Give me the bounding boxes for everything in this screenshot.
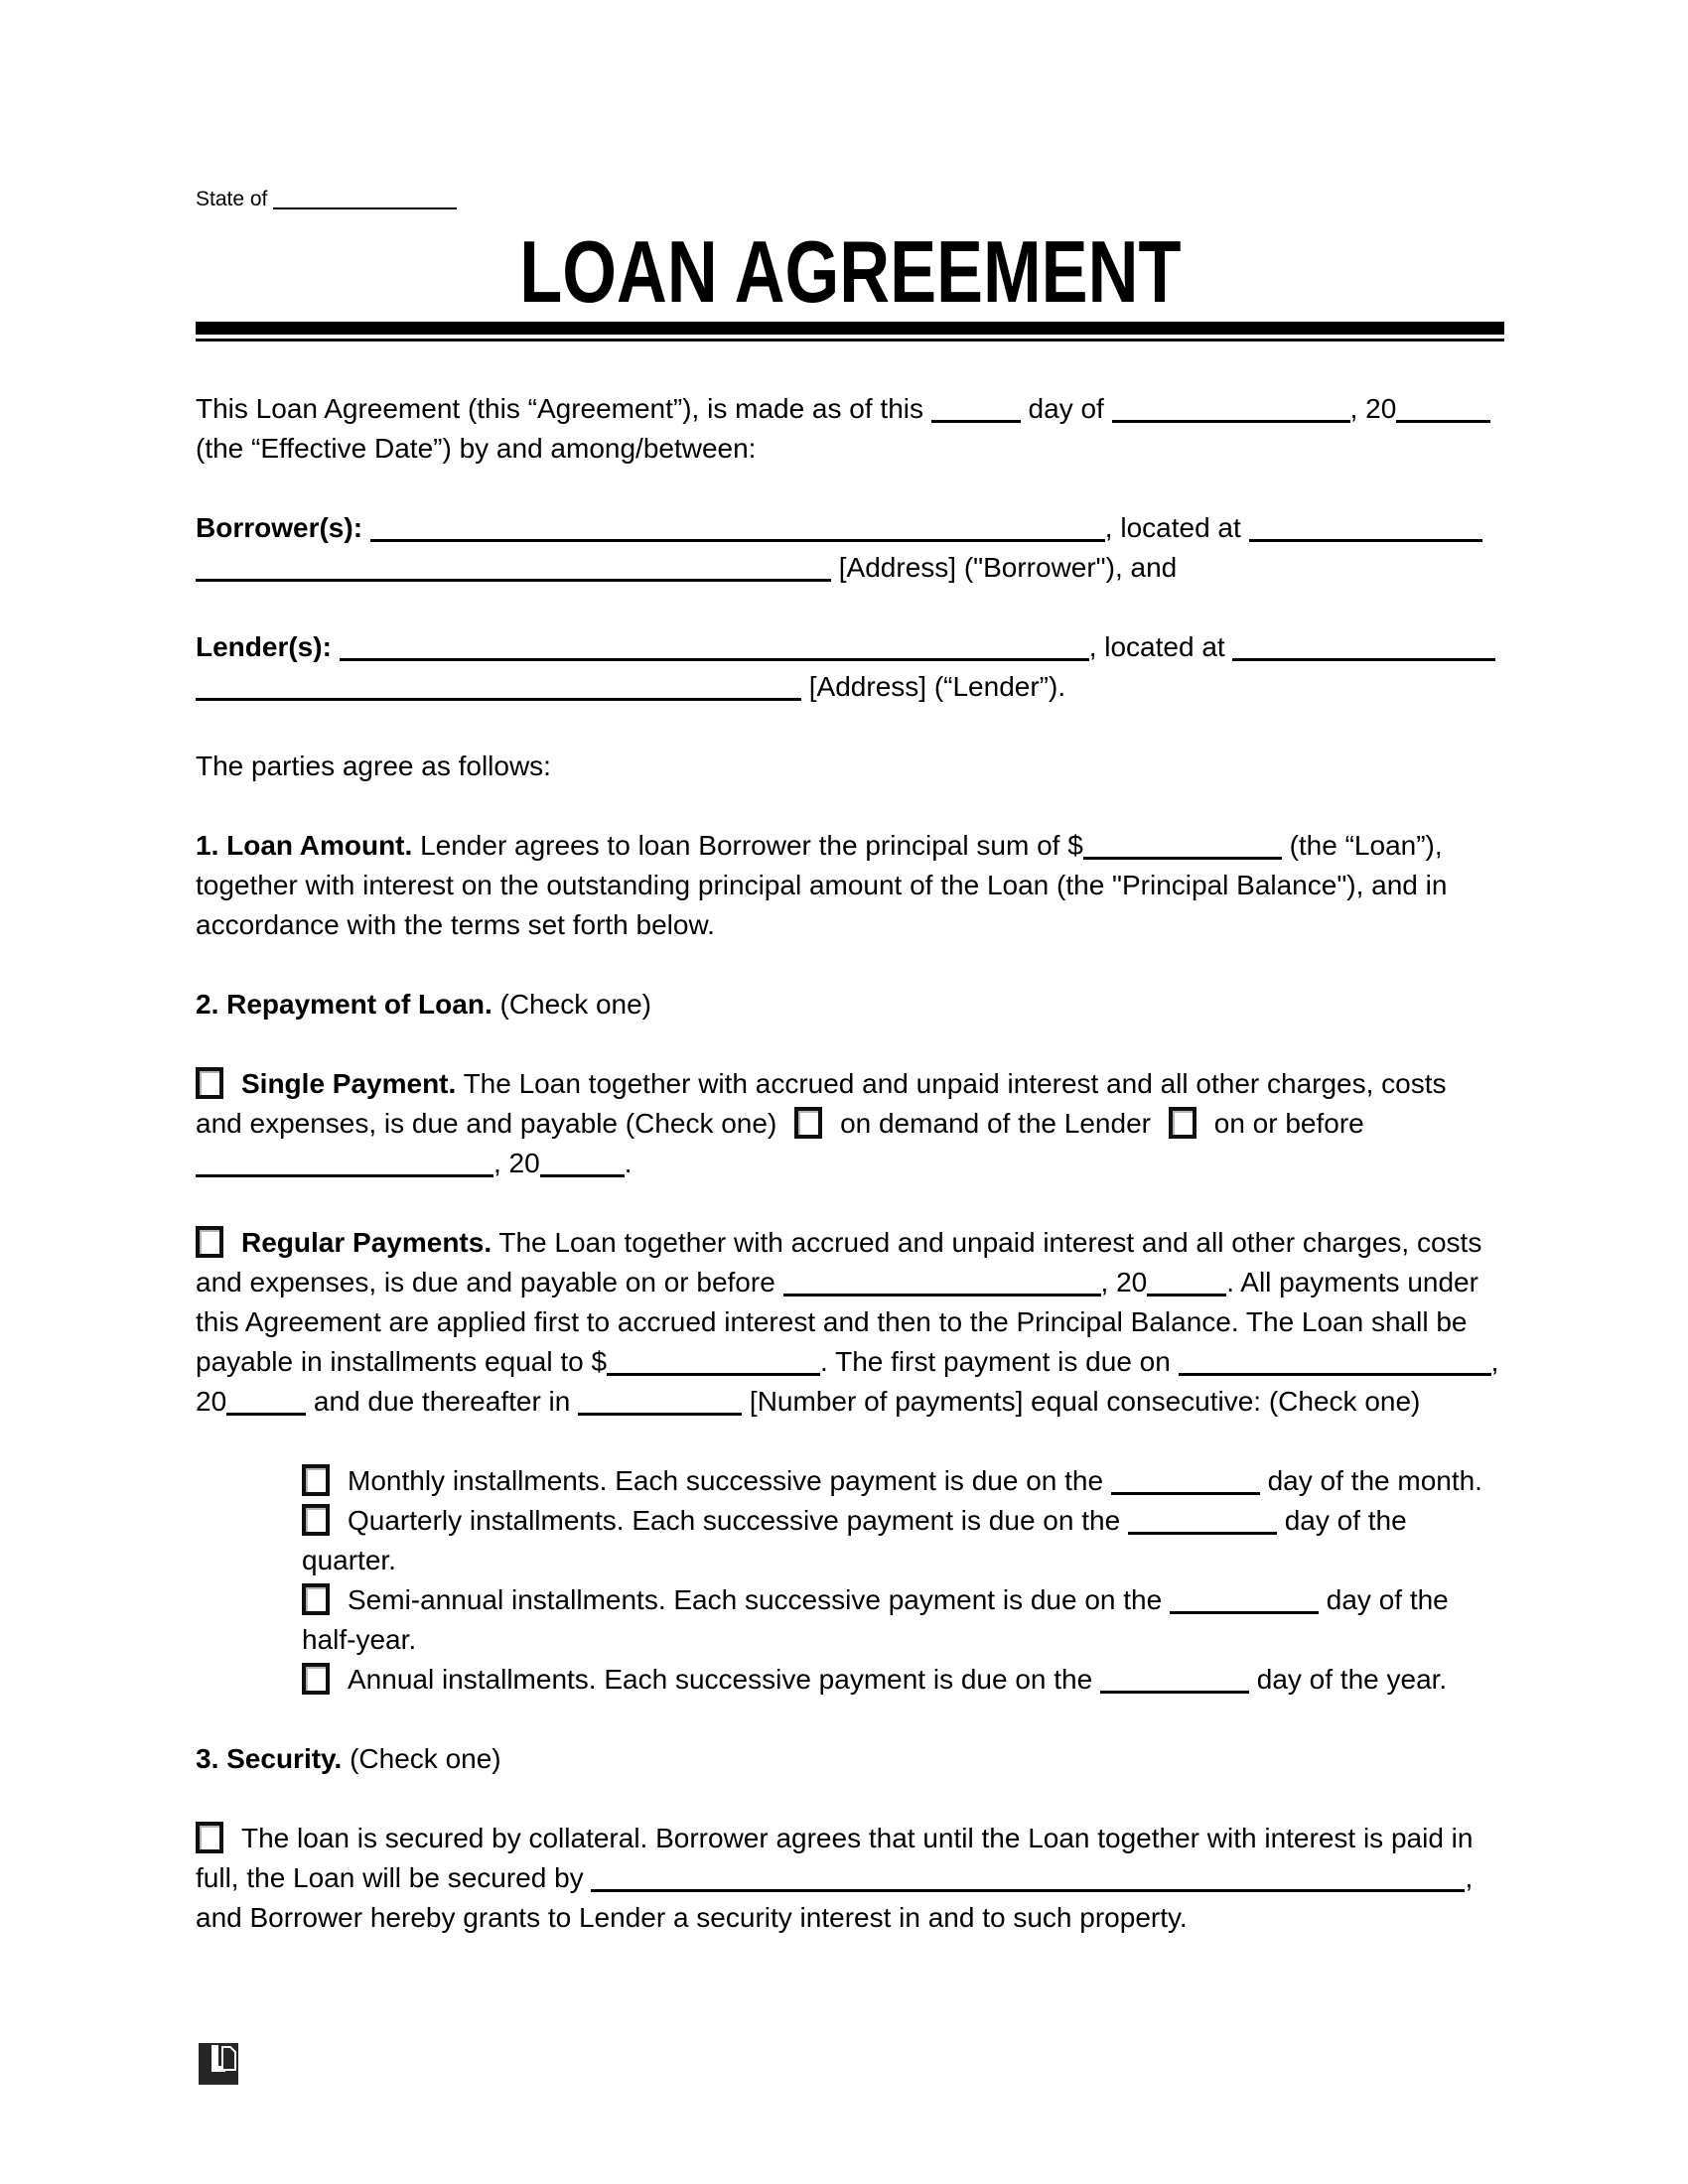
- borrower-clause: [196, 508, 1504, 588]
- text-run: full, the Loan will be secured by: [196, 1862, 592, 1893]
- text-run: on or before: [1213, 1108, 1364, 1139]
- text-run: 20: [196, 1386, 227, 1417]
- text-run: on demand of the Lender: [840, 1108, 1159, 1139]
- checkbox[interactable]: [196, 1226, 223, 1258]
- security-clause: [196, 1819, 1504, 1938]
- legal-templates-logo: [199, 2043, 238, 2085]
- blank-field[interactable]: [1100, 1683, 1249, 1694]
- text-line: [196, 548, 1504, 588]
- intro-paragraph: [196, 389, 1504, 469]
- section-3-heading: [196, 1739, 1504, 1779]
- checkbox[interactable]: [302, 1663, 330, 1695]
- blank-field[interactable]: [578, 1405, 742, 1416]
- text-line: [196, 1898, 1504, 1938]
- text-run: Semi-annual installments. Each successive payment is due on the: [348, 1584, 1170, 1615]
- blank-field[interactable]: [1111, 1484, 1260, 1495]
- text-run: accordance with the terms set forth below.: [196, 909, 715, 940]
- text-line: [196, 1819, 1504, 1858]
- installment-options: [302, 1461, 1504, 1700]
- text-run: and Borrower hereby grants to Lender a security interest in and to such property.: [196, 1902, 1188, 1933]
- text-run: together with interest on the outstanding principal amount of the Loan (the "Principal Balance"), and in: [196, 870, 1448, 900]
- text-run: ,: [1490, 1346, 1499, 1377]
- blank-field[interactable]: [1128, 1524, 1277, 1535]
- text-line: [196, 1302, 1504, 1342]
- single-payment-option: [196, 1064, 1504, 1183]
- text-line: [196, 826, 1504, 866]
- section-2-heading: [196, 985, 1504, 1024]
- text-run: payable in installments equal to $: [196, 1346, 608, 1377]
- text-line: [196, 508, 1504, 548]
- text-run: and expenses, is due and payable (Check one): [196, 1108, 785, 1139]
- blank-field[interactable]: [607, 1365, 820, 1376]
- text-line: [196, 747, 1504, 786]
- text-run: [Address] ("Borrower"), and: [831, 552, 1178, 583]
- text-run: ,: [1465, 1862, 1474, 1893]
- checkbox[interactable]: [196, 1822, 223, 1853]
- text-line: [302, 1580, 1504, 1620]
- blank-field[interactable]: [591, 1881, 1465, 1892]
- text-run: . The first payment is due on: [820, 1346, 1179, 1377]
- text-run: (Check one): [342, 1743, 501, 1774]
- text-run: (the “Loan”),: [1281, 830, 1443, 861]
- document-title: LOAN AGREEMENT: [518, 222, 1182, 321]
- text-run: half-year.: [302, 1624, 417, 1655]
- label-bold: Borrower(s):: [196, 512, 370, 543]
- parties-agree-line: [196, 747, 1504, 786]
- text-run: The Loan together with accrued and unpaid interest and all other charges, costs: [456, 1068, 1447, 1099]
- blank-field[interactable]: [340, 650, 1089, 661]
- state-blank-field[interactable]: [273, 200, 457, 209]
- text-line: [196, 1144, 1504, 1183]
- blank-field[interactable]: [931, 412, 1021, 423]
- text-run: [Number of payments] equal consecutive: (Check one): [742, 1386, 1421, 1417]
- label-bold: 2. Repayment of Loan.: [196, 989, 492, 1020]
- blank-field[interactable]: [1147, 1286, 1226, 1297]
- blank-field[interactable]: [783, 1286, 1101, 1297]
- text-line: [196, 1858, 1504, 1898]
- blank-field[interactable]: [370, 531, 1105, 542]
- label-bold: 3. Security.: [196, 1743, 343, 1774]
- text-line: [302, 1620, 1504, 1660]
- text-line: [302, 1541, 1504, 1580]
- text-run: , located at: [1104, 512, 1249, 543]
- text-line: [196, 1342, 1504, 1382]
- text-run: .: [624, 1148, 633, 1178]
- text-line: [302, 1501, 1504, 1541]
- text-line: [196, 667, 1504, 707]
- blank-field[interactable]: [1170, 1603, 1319, 1614]
- state-of-line: [196, 185, 1504, 214]
- label-bold: Lender(s):: [196, 631, 340, 662]
- checkbox[interactable]: [302, 1504, 330, 1536]
- text-run: and due thereafter in: [306, 1386, 579, 1417]
- label-bold: Regular Payments.: [241, 1227, 492, 1258]
- checkbox[interactable]: [794, 1107, 822, 1139]
- blank-field[interactable]: [196, 571, 831, 582]
- text-line: [196, 1104, 1504, 1144]
- text-run: day of: [1020, 393, 1112, 424]
- text-line: [196, 1263, 1504, 1302]
- text-run: . All payments under: [1226, 1267, 1478, 1297]
- text-line: [196, 866, 1504, 905]
- text-run: The Loan together with accrued and unpaid interest and all other charges, costs: [492, 1227, 1482, 1258]
- text-run: [Address] (“Lender”).: [801, 671, 1066, 702]
- blank-field[interactable]: [196, 1166, 493, 1177]
- text-run: day of the month.: [1259, 1465, 1482, 1496]
- text-run: The parties agree as follows:: [196, 751, 551, 781]
- text-run: quarter.: [302, 1545, 396, 1575]
- text-line: [196, 1223, 1504, 1263]
- text-run: Lender agrees to loan Borrower the principal sum of $: [412, 830, 1083, 861]
- blank-field[interactable]: [1232, 650, 1495, 661]
- text-run: (Check one): [492, 989, 652, 1020]
- blank-field[interactable]: [1179, 1365, 1491, 1376]
- text-line: [196, 905, 1504, 945]
- blank-field[interactable]: [1083, 849, 1282, 860]
- text-run: this Agreement are applied first to accrued interest and then to the Principal Balance. The Loan shall be: [196, 1306, 1468, 1337]
- text-run: This Loan Agreement (this “Agreement”), is made as of this: [196, 393, 931, 424]
- text-line: [196, 627, 1504, 667]
- text-run: , 20: [1349, 393, 1397, 424]
- checkbox[interactable]: [302, 1464, 330, 1496]
- text-run: , located at: [1088, 631, 1233, 662]
- text-run: Quarterly installments. Each successive payment is due on the: [348, 1505, 1128, 1536]
- label-bold: 1. Loan Amount.: [196, 830, 413, 861]
- text-line: [196, 429, 1504, 469]
- text-run: and expenses, is due and payable on or before: [196, 1267, 783, 1297]
- label-bold: Single Payment.: [241, 1068, 457, 1099]
- document-body: [196, 389, 1504, 1938]
- state-of-label: State of: [196, 188, 274, 210]
- text-line: [302, 1660, 1504, 1700]
- blank-field[interactable]: [1249, 531, 1482, 542]
- blank-field[interactable]: [196, 690, 801, 701]
- checkbox[interactable]: [196, 1067, 223, 1099]
- blank-field[interactable]: [226, 1405, 306, 1416]
- text-run: Monthly installments. Each successive payment is due on the: [348, 1465, 1111, 1496]
- text-run: day of the: [1276, 1505, 1407, 1536]
- text-run: , 20: [493, 1148, 540, 1178]
- checkbox[interactable]: [1169, 1107, 1196, 1139]
- text-run: The loan is secured by collateral. Borrower agrees that until the Loan together with interest is paid in: [241, 1823, 1474, 1853]
- title-divider-thick: [196, 322, 1504, 335]
- blank-field[interactable]: [1112, 412, 1350, 423]
- text-run: day of the year.: [1248, 1664, 1448, 1695]
- blank-field[interactable]: [540, 1166, 625, 1177]
- text-line: [196, 389, 1504, 429]
- blank-field[interactable]: [1396, 412, 1490, 423]
- text-run: day of the: [1318, 1584, 1449, 1615]
- text-line: [302, 1461, 1504, 1501]
- title-divider-thin: [196, 339, 1504, 341]
- checkbox[interactable]: [302, 1583, 330, 1615]
- text-run: , 20: [1100, 1267, 1148, 1297]
- lender-clause: [196, 627, 1504, 707]
- text-line: [196, 985, 1504, 1024]
- section-1-loan-amount: [196, 826, 1504, 945]
- text-line: [196, 1064, 1504, 1104]
- regular-payments-option: [196, 1223, 1504, 1422]
- text-run: Annual installments. Each successive payment is due on the: [348, 1664, 1100, 1695]
- text-line: [196, 1382, 1504, 1422]
- text-run: (the “Effective Date”) by and among/between:: [196, 433, 757, 464]
- text-line: [196, 1739, 1504, 1779]
- title-row: [196, 222, 1504, 322]
